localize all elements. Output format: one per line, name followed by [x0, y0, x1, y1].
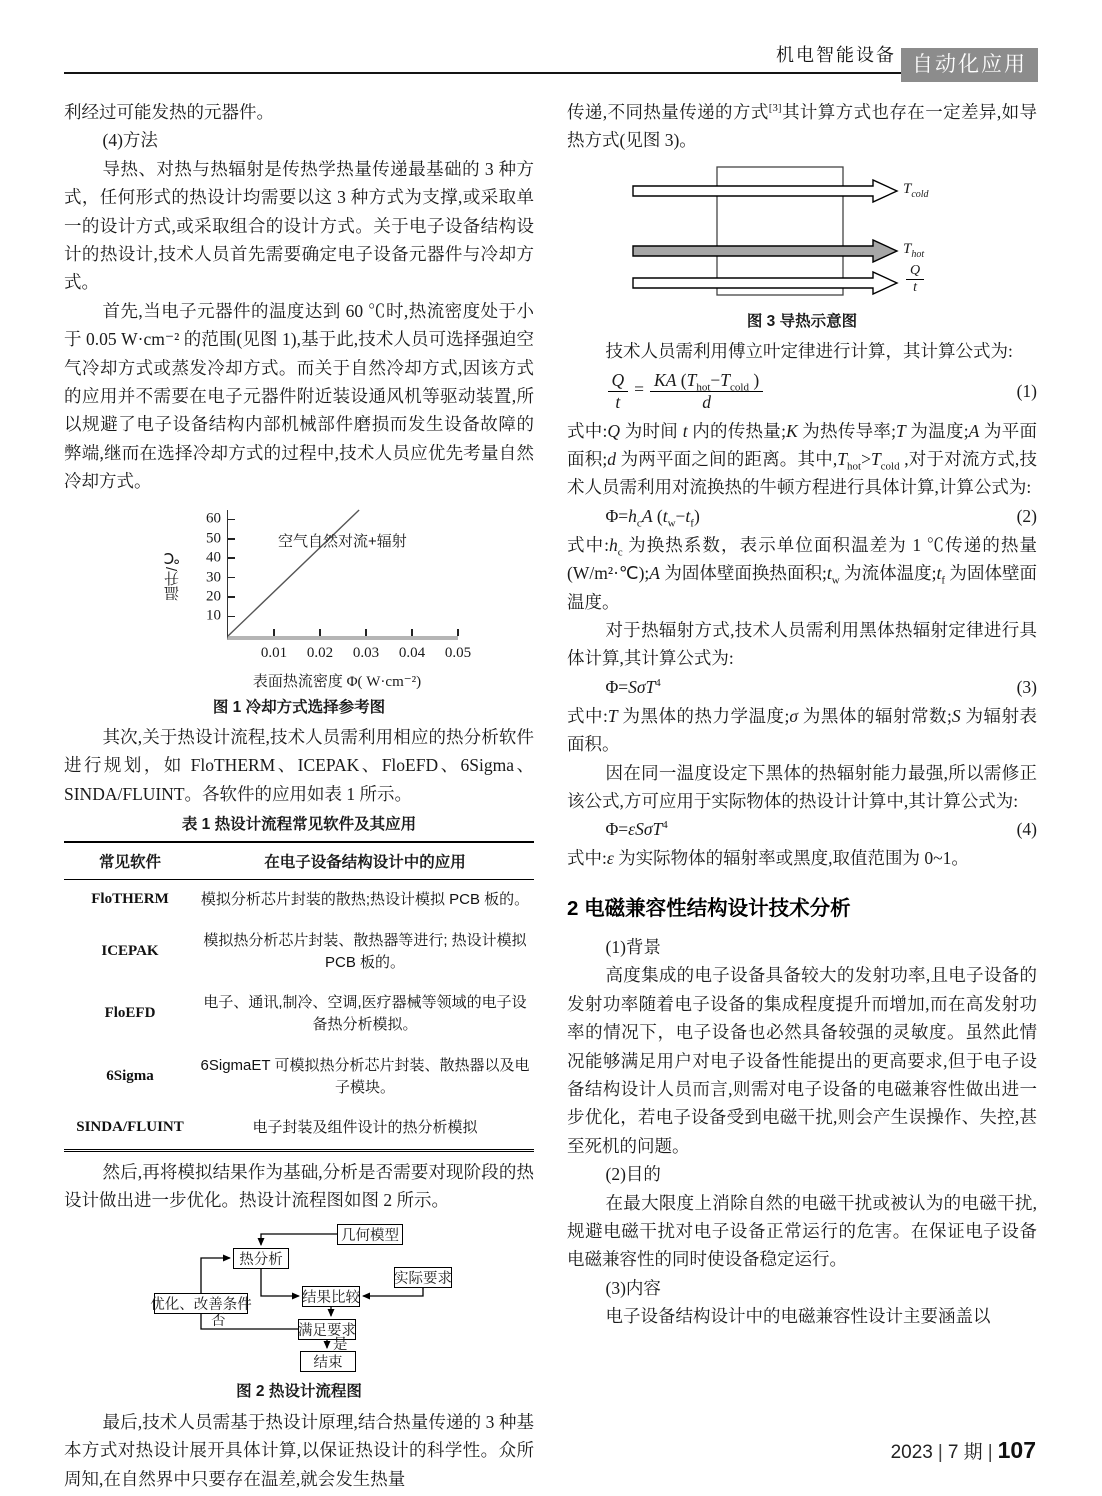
- y-tick-label: 30: [206, 569, 221, 586]
- paragraph-radiation: 对于热辐射方式,技术人员需利用黑体热辐射定律进行具体计算,其计算公式为:: [567, 620, 1037, 669]
- flowchart-node-optimize: 优化、改善条件: [154, 1293, 248, 1314]
- y-tick-mark: [228, 577, 235, 579]
- y-axis-label: 温升/℃: [164, 548, 181, 601]
- column-badge: 自动化应用: [901, 48, 1038, 82]
- paragraph-method: 导热、对热与热辐射是传热学热量传递最基础的 3 种方式，任何形式的热设计均需要以这 3 种方式为支撑,或采取单一的设计方式,或采取组合的设计方式。关于电子设备结构设计的热设计,技术人员首先需要确定电子设备元器件与冷却方式。: [64, 158, 534, 293]
- paragraph-last: 最后,技术人员需基于热设计原理,结合热量传递的 3 种基本方式对热设计展开具体计算,以保证热设计的科学性。众所周知,在自然界中只要存在温差,就会发生热量: [64, 1411, 534, 1489]
- equation-4-body: Φ=εSσT$^4$: [605, 819, 668, 840]
- label-t-hot: $T_{hot}$: [903, 240, 925, 260]
- table-row: [64, 879, 534, 920]
- figure-3-conduction: [625, 165, 975, 305]
- y-tick-mark: [228, 557, 235, 559]
- figure-2-caption: 图 2 热设计流程图: [236, 1383, 362, 1401]
- table-row: [64, 920, 534, 983]
- flowchart-node-geometry-model: 几何模型: [337, 1224, 403, 1245]
- table-header-row: [64, 842, 534, 880]
- figure-1-caption: 图 1 冷却方式选择参考图: [212, 698, 386, 716]
- footer-separator: |: [987, 1442, 993, 1463]
- y-tick-label: 60: [206, 510, 221, 527]
- flowchart-node-end: 结束: [300, 1351, 356, 1372]
- flowchart-node-satisfy: 满足要求: [298, 1319, 356, 1340]
- x-tick-mark: [411, 629, 413, 636]
- paragraph-eq1-explain: 式中:Q 为时间 t 内的传热量;K 为热传导率;T 为温度;A 为平面面积;d 为两平面之间的距离。其中$,T_{hot}>T_{cold}$ ,对于对流方式,技术人员需利用对流换热的牛顿方程进行具体计算,计算公式为:: [567, 420, 1038, 498]
- section-heading-2: 2 电磁兼容性结构设计技术分析: [567, 896, 851, 920]
- x-tick-label: 0.02: [306, 644, 334, 661]
- x-tick-mark: [365, 629, 367, 636]
- footer-year: 2023: [890, 1442, 933, 1463]
- equation-1-number: (1): [1016, 380, 1037, 401]
- x-tick-label: 0.01: [260, 644, 288, 661]
- figure-2-flowchart: [64, 1222, 534, 1375]
- flowchart-label-no: 否: [211, 1313, 226, 1330]
- paragraph-background: 高度集成的电子设备具备较大的发射功率,且电子设备的发射功率随着电子设备的集成程度提升而增加,而在高发射功率的情况下，电子设备也必然具备较强的灵敏度。虽然此情况能够满足用户对电子设备性能提出的更高要求,但于电子设备结构设计人员而言,则需对电子设备的电磁兼容性做出进一步优化，若电子设备受到电磁干扰,则会产生误操作、失控,甚至死机的问题。: [567, 965, 1037, 1156]
- table-1-caption: 表 1 热设计流程常见软件及其应用: [181, 816, 417, 834]
- footer-page-number: 107: [997, 1437, 1036, 1463]
- label-q-over-t: [906, 263, 924, 296]
- table-cell: 6Sigma: [106, 1067, 154, 1084]
- paragraph-first: 首先,当电子元器件的温度达到 60 ℃时,热流密度处于小于 0.05 W·cm⁻² 的范围(见图 1),基于此,技术人员可选择强迫空气冷却方式或蒸发冷却方式。而关于自然冷却方式,因该方式的应用并不需要在电子元器件附近装设通风机等驱动装置,所以规避了电子设备结构内部机械部件磨损而发生设备故障的弊端,继而在选择冷却方式的过程中,技术人员应优先考量自然冷却方式。: [64, 300, 534, 492]
- table-header-software: 常见软件: [64, 842, 196, 880]
- flowchart-node-actual-requirement: 实际要求: [394, 1267, 452, 1288]
- x-tick-mark: [273, 629, 275, 636]
- equation-4-number: (4): [1016, 819, 1037, 840]
- paragraph-eq4-explain: 式中:ε 为实际物体的辐射率或黑度,取值范围为 0~1。: [567, 848, 969, 869]
- paragraph-continuation: 利经过可能发热的元器件。: [64, 102, 274, 122]
- x-tick-mark: [319, 629, 321, 636]
- paragraph-eq2-explain: 式中$:h_c$ 为换热系数，表示单位面积温差为 1 ℃传递的热量(W/m²·℃);A 为固体壁面换热面积$;t_w$ 为流体温度$;t_f$ 为固体壁面温度。: [567, 534, 1037, 612]
- x-tick-label: 0.05: [444, 644, 472, 661]
- paragraph-transfer: 传递,不同热量传递的方式[3]其计算方式也存在一定差异,如导热方式(见图 3)。: [567, 102, 1038, 151]
- table-cell: 电子、通讯,制冷、空调,医疗器械等领域的电子设备热分析模拟。: [203, 994, 527, 1034]
- x-axis-label: 表面热流密度 Φ( W·cm⁻²): [252, 673, 422, 690]
- content-columns: [0, 84, 1102, 1493]
- series-annotation: 空气自然对流+辐射: [278, 532, 407, 550]
- table-cell: 电子封装及组件设计的热分析模拟: [252, 1119, 478, 1137]
- paragraph-fourier: 技术人员需利用傅立叶定律进行计算，其计算公式为:: [605, 341, 1013, 362]
- equation-2-number: (2): [1016, 505, 1037, 526]
- footer-issue: 7 期: [947, 1442, 983, 1463]
- equation-2-body: $\Phi=h_cA$ $(t_w-t_f)$: [605, 505, 700, 530]
- x-tick-mark: [457, 629, 459, 636]
- table-row: [64, 1108, 534, 1150]
- right-column: [567, 98, 1037, 1493]
- x-tick-label: 0.04: [398, 644, 426, 661]
- y-tick-label: 40: [206, 549, 221, 566]
- label-t: t: [913, 279, 917, 295]
- table-cell: ICEPAK: [101, 942, 159, 959]
- flowchart-node-thermal-analysis: 热分析: [233, 1248, 289, 1269]
- table-cell: FloEFD: [104, 1005, 156, 1022]
- cold-arrow: [633, 180, 897, 202]
- paragraph-background-label: (1)背景: [605, 936, 661, 957]
- equation-3: [567, 677, 1037, 698]
- paragraph-then: 然后,再将模拟结果作为基础,分析是否需要对现阶段的热设计做出进一步优化。热设计流程图如图 2 所示。: [64, 1161, 534, 1211]
- equation-2: [567, 505, 1037, 530]
- footer-separator: |: [937, 1442, 943, 1463]
- equation-3-body: Φ=SσT$^4$: [605, 676, 661, 697]
- hot-arrow: [633, 240, 897, 262]
- paragraph-method-label: (4)方法: [102, 130, 158, 151]
- paragraph-blackbody: 因在同一温度设定下黑体的热辐射能力最强,所以需修正该公式,方可应用于实际物体的热设计计算中,其计算公式为:: [567, 762, 1037, 812]
- y-tick-label: 50: [206, 530, 221, 547]
- x-tick-label: 0.03: [352, 644, 380, 661]
- paragraph-content: 电子设备结构设计中的电磁兼容性设计主要涵盖以: [605, 1306, 991, 1327]
- figure-3-caption: 图 3 导热示意图: [746, 312, 858, 330]
- table-cell: 模拟分析芯片封装的散热;热设计模拟 PCB 板的。: [200, 891, 530, 909]
- equation-1: [567, 370, 1037, 413]
- y-tick-mark: [228, 616, 235, 618]
- flowchart-label-yes: 是: [333, 1337, 348, 1354]
- software-application-table: [64, 841, 534, 1152]
- table-row: [64, 983, 534, 1046]
- y-tick-label: 20: [206, 588, 221, 605]
- paragraph-eq3-explain: 式中:T 为黑体的热力学温度;σ 为黑体的辐射常数;S 为辐射表面积。: [567, 705, 1037, 755]
- flowchart-node-result-compare: 结果比较: [302, 1286, 360, 1307]
- left-column: [64, 98, 534, 1493]
- table-row: [64, 1045, 534, 1108]
- figure-1-chart: [64, 510, 534, 691]
- table-cell: 6SigmaET 可模拟热分析芯片封装、散热器以及电子模块。: [200, 1056, 530, 1096]
- page-footer: [891, 1437, 1036, 1464]
- journal-name: 机电智能设备: [776, 45, 896, 65]
- paragraph-content-label: (3)内容: [605, 1277, 661, 1298]
- chart-canvas: [228, 510, 458, 636]
- equation-4: [567, 819, 1037, 840]
- label-q: Q: [906, 263, 924, 280]
- y-tick-mark: [228, 596, 235, 598]
- paragraph-second: 其次,关于热设计流程,技术人员需利用相应的热分析软件进行规划，如 FloTHERM、ICEPAK、FloEFD、6Sigma、SINDA/FLUINT。各软件的应用如表 1 所示。: [64, 727, 534, 804]
- paragraph-purpose-label: (2)目的: [605, 1164, 661, 1185]
- header-rule: [64, 72, 914, 74]
- y-tick-mark: [228, 519, 235, 521]
- equation-1-body: $\frac{Q}{t}$ = $\frac{KA (T_{hot}-T_{cold} )}{d}$: [606, 370, 766, 413]
- table-cell: SINDA/FLUINT: [76, 1119, 184, 1136]
- table-cell: 模拟热分析芯片封装、散热器等进行; 热设计模拟 PCB 板的。: [203, 931, 527, 971]
- y-tick-label: 10: [206, 607, 221, 624]
- table-cell: FloTHERM: [91, 891, 169, 908]
- page-header: [64, 0, 1038, 84]
- equation-3-number: (3): [1016, 676, 1037, 697]
- table-header-application: 在电子设备结构设计中的应用: [196, 842, 534, 880]
- y-tick-mark: [228, 538, 235, 540]
- heat-flow-arrow: [633, 272, 897, 294]
- label-t-cold: $T_{cold}$: [903, 180, 929, 200]
- data-line: [228, 510, 359, 636]
- paragraph-purpose: 在最大限度上消除自然的电磁干扰或被认为的电磁干扰,规避电磁干扰对电子设备正常运行的危害。在保证电子设备电磁兼容性的同时使设备稳定运行。: [567, 1192, 1037, 1270]
- conduction-diagram: [625, 165, 915, 301]
- plot-area: [206, 510, 472, 661]
